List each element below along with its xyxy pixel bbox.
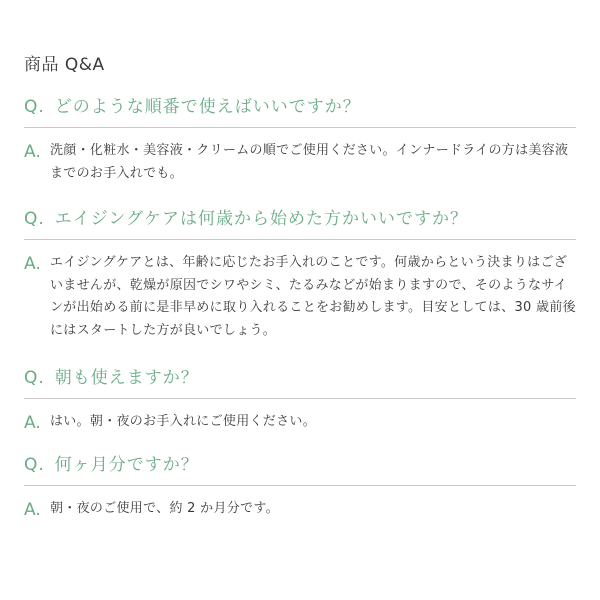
answer-1 bbox=[24, 140, 576, 185]
answer-2 bbox=[24, 252, 576, 342]
qa-item-4 bbox=[24, 450, 576, 521]
answer-marker: A. bbox=[24, 500, 41, 520]
page-title: 商品 Q&A bbox=[24, 55, 105, 75]
answer-3 bbox=[24, 411, 576, 434]
answer-4 bbox=[24, 498, 576, 521]
answer-3-text: はい。朝・夜のお手入れにご使用ください。 bbox=[50, 414, 317, 429]
question-marker: Q. bbox=[24, 209, 45, 229]
question-marker: Q. bbox=[24, 368, 45, 388]
question-1-text: どのような順番で使えばいいですか？ bbox=[54, 97, 361, 117]
qa-item-3 bbox=[24, 363, 576, 434]
answer-marker: A. bbox=[24, 413, 41, 433]
answer-4-text: 朝・夜のご使用で、約 2 か月分です。 bbox=[50, 501, 279, 516]
qa-item-2 bbox=[24, 204, 576, 342]
answer-1-text: 洗顔・化粧水・美容液・クリームの順でご使用ください。インナードライの方は美容液までのお手入れでも。 bbox=[50, 143, 569, 181]
answer-2-text: エイジングケアとは、年齢に応じたお手入れのことです。何歳からという決まりはございませんが、乾燥が原因でシワやシミ、たるみなどが始まりますので、そのようなサインが出始める前に是非早めに取り入れることをお勧めします。目安としては、30 歳前後にはスタートした方が良いでしょう。 bbox=[50, 255, 576, 338]
question-marker: Q. bbox=[24, 97, 45, 117]
question-2 bbox=[24, 204, 576, 240]
question-4 bbox=[24, 450, 576, 486]
question-marker: Q. bbox=[24, 455, 45, 475]
question-3 bbox=[24, 363, 576, 399]
question-3-text: 朝も使えますか？ bbox=[54, 368, 199, 388]
answer-marker: A. bbox=[24, 142, 41, 162]
question-4-text: 何ヶ月分ですか？ bbox=[54, 455, 199, 475]
answer-marker: A. bbox=[24, 254, 41, 274]
qa-item-1 bbox=[24, 92, 576, 185]
question-2-text: エイジングケアは何歳から始めた方かいいですか？ bbox=[54, 209, 469, 229]
question-1 bbox=[24, 92, 576, 128]
